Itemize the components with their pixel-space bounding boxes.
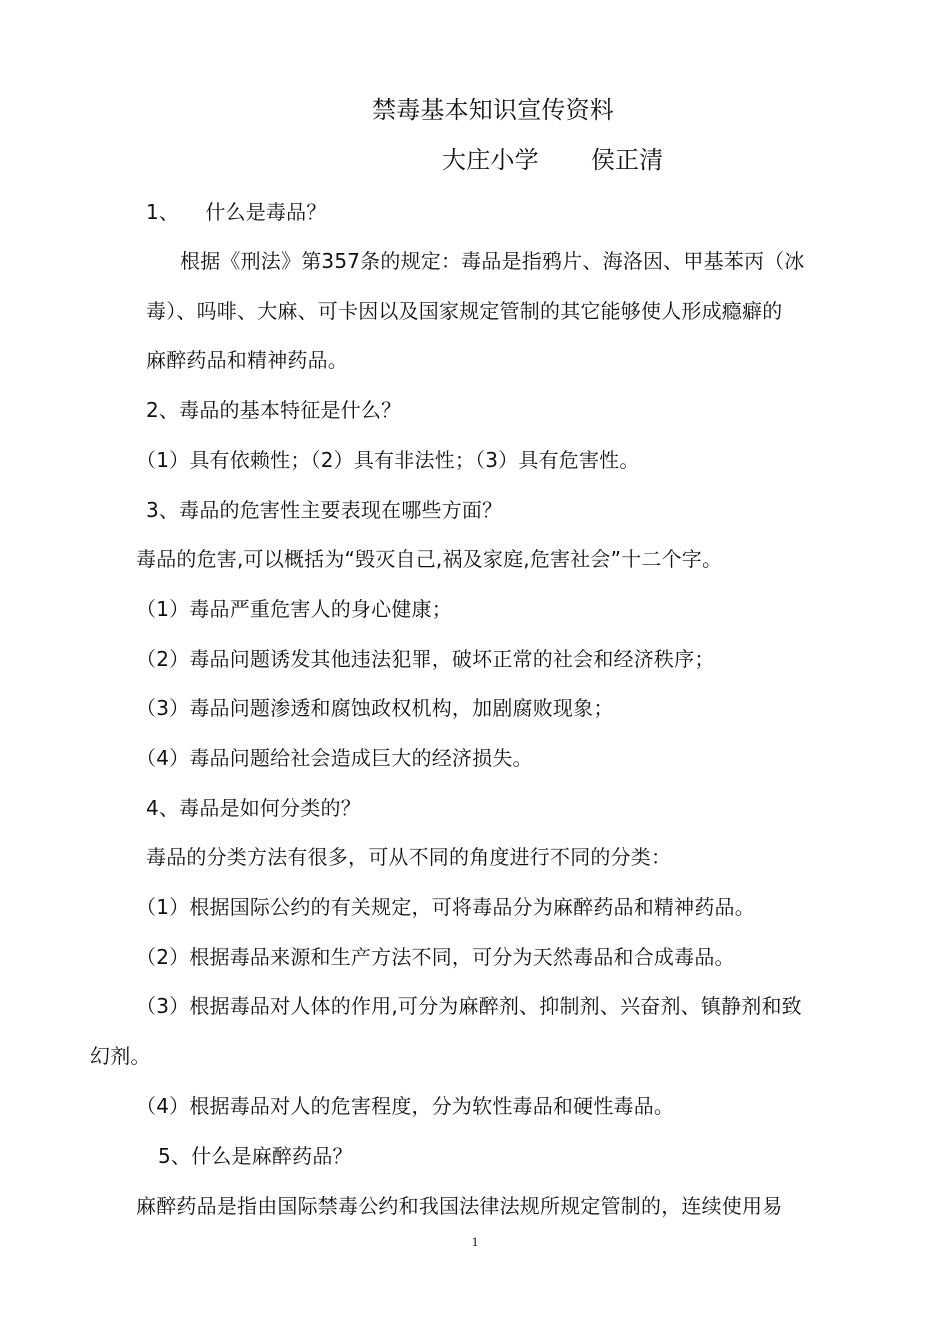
- list-item: （3）毒品问题渗透和腐蚀政权机构，加剧腐败现象；: [136, 696, 614, 720]
- question-heading-1: 1、 什么是毒品？: [146, 200, 327, 224]
- list-item-continuation: 幻剂。: [90, 1044, 151, 1068]
- list-item: （4）根据毒品对人的危害程度，分为软性毒品和硬性毒品。: [136, 1094, 675, 1118]
- list-item: （2）毒品问题诱发其他违法犯罪，破坏正常的社会和经济秩序；: [136, 647, 715, 671]
- paragraph-line: 毒品的分类方法有很多，可从不同的角度进行不同的分类：: [146, 845, 672, 869]
- paragraph-line: 毒品的危害,可以概括为“毁灭自己,祸及家庭,危害社会”十二个字。: [136, 547, 723, 571]
- document-title: 禁毒基本知识宣传资料: [372, 96, 614, 124]
- list-item: （1）根据国际公约的有关规定，可将毒品分为麻醉药品和精神药品。: [136, 895, 755, 919]
- paragraph-line: 毒）、吗啡、大麻、可卡因以及国家规定管制的其它能够使人形成瘾癖的: [146, 299, 783, 323]
- author-school: 大庄小学: [442, 146, 539, 174]
- paragraph-line: 麻醉药品和精神药品。: [146, 348, 348, 372]
- list-item: （1）毒品严重危害人的身心健康；: [136, 597, 452, 621]
- author-line: [442, 144, 663, 176]
- author-name: 侯正清: [590, 146, 664, 174]
- paragraph-line: 根据《刑法》第357条的规定：毒品是指鸦片、海洛因、甲基苯丙（冰: [180, 249, 805, 273]
- question-heading-5: 5、什么是麻醉药品？: [158, 1144, 353, 1168]
- list-item: （4）毒品问题给社会造成巨大的经济损失。: [136, 746, 533, 770]
- paragraph-line: （1）具有依赖性；（2）具有非法性；（3）具有危害性。: [136, 448, 640, 472]
- paragraph-line: 麻醉药品是指由国际禁毒公约和我国法律法规所规定管制的，连续使用易: [136, 1194, 783, 1218]
- page-number: 1: [471, 1234, 479, 1249]
- list-item: （2）根据毒品来源和生产方法不同，可分为天然毒品和合成毒品。: [136, 945, 735, 969]
- question-heading-3: 3、毒品的危害性主要表现在哪些方面？: [146, 498, 503, 522]
- list-item: （3）根据毒品对人体的作用,可分为麻醉剂、抑制剂、兴奋剂、镇静剂和致: [136, 994, 802, 1018]
- question-heading-4: 4、毒品是如何分类的？: [146, 796, 361, 820]
- question-heading-2: 2、毒品的基本特征是什么？: [146, 398, 402, 422]
